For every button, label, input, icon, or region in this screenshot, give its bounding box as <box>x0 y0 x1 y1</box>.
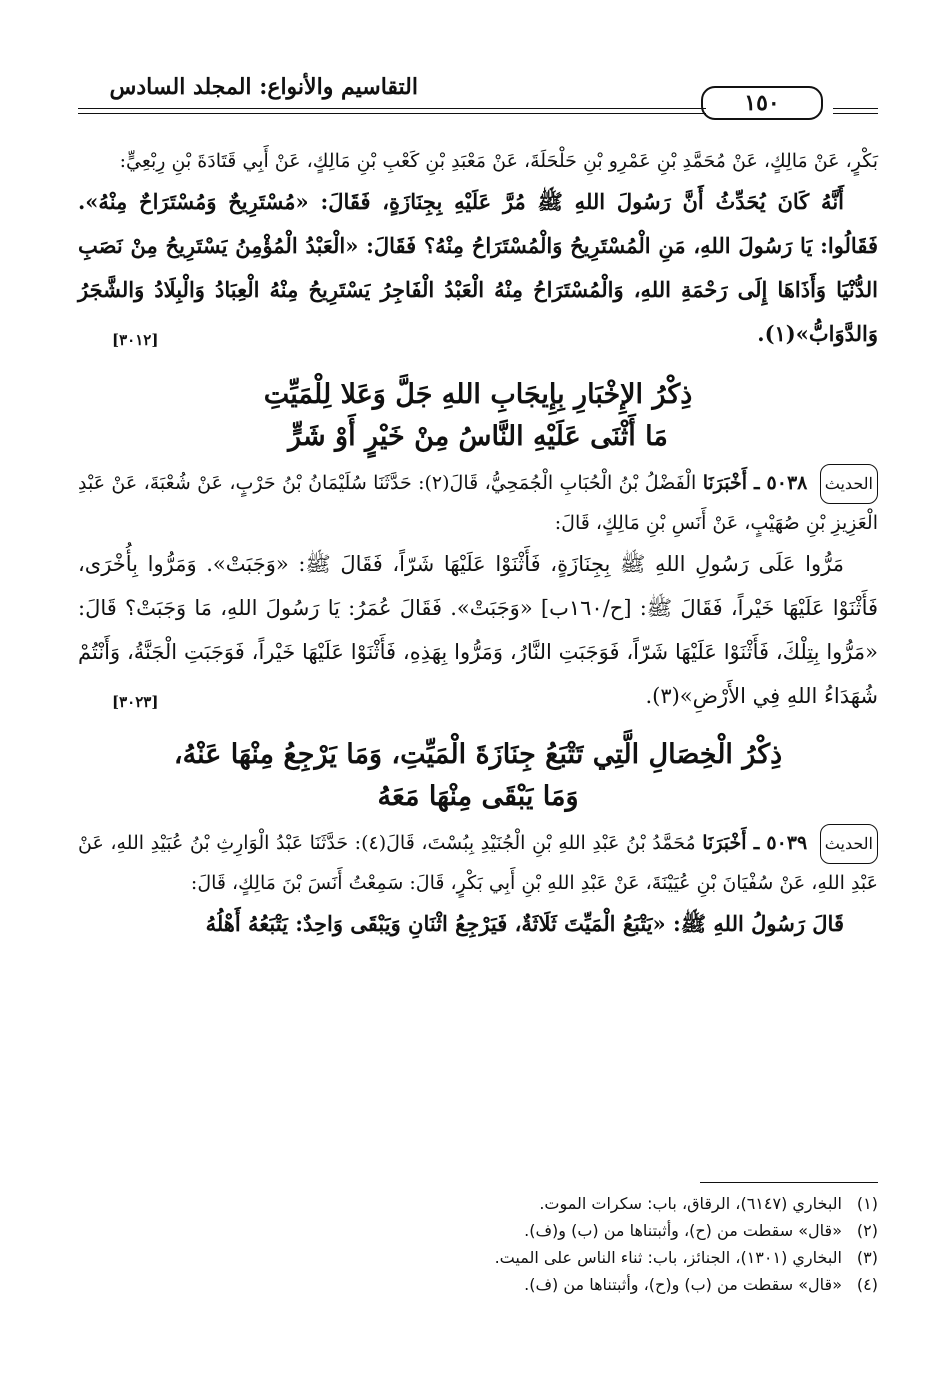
page-content <box>78 142 878 946</box>
section-heading-2-line2: وَمَا يَبْقَى مِنْهَا مَعَهُ <box>377 781 579 812</box>
footnote-text: «قال» سقطت من (ح)، وأثبتناها من (ب) و(ف). <box>524 1221 842 1240</box>
footnote-mark: (١) <box>856 1194 878 1213</box>
section-heading-1-line2: مَا أَثْنَى عَلَيْهِ النَّاسُ مِنْ خَيْرٍ أَوْ شَرٍّ <box>288 421 668 452</box>
section-heading-1-line1: ذِكْرُ الإِخْبَارِ بِإِيجَابِ اللهِ جَلَّ وَعَلا لِلْمَيِّتِ <box>263 379 693 410</box>
hadith-5038-isnad: الْفَضْلُ بْنُ الْحُبَابِ الْجُمَحِيُّ، قَالَ(٢): حَدَّثَنَا سُلَيْمَانُ بْنُ حَرْبٍ، عَنْ شُعْبَةَ، عَنْ عَبْدِ الْعَزِيزِ بْنِ صُهَيْبٍ، عَنْ أَنَسِ بْنِ مَالِكٍ، قَالَ: <box>78 472 878 534</box>
footnote <box>78 1190 878 1217</box>
hadith-5038-reference: [٣٠٢٣] <box>112 693 159 711</box>
hadith-5038-text <box>78 542 878 718</box>
footnotes <box>78 1190 878 1298</box>
header-rule <box>78 108 706 114</box>
hadith-5037-text <box>78 180 878 356</box>
footnote-mark: (٢) <box>856 1221 878 1240</box>
hadith-5037-body: أَنَّهُ كَانَ يُحَدِّثُ أَنَّ رَسُولَ اللهِ ﷺ مُرَّ عَلَيْهِ بِجِنَازَةٍ، فَقَالَ: «مُسْتَرِيحٌ وَمُسْتَرَاحٌ مِنْهُ». فَقَالُوا: يَا رَسُولَ اللهِ، مَنِ الْمُسْتَرِيحُ وَالْمُسْتَرَاحُ مِنْهُ؟ فَقَالَ: «الْعَبْدُ الْمُؤْمِنُ يَسْتَرِيحُ مِنْ نَصَبِ الدُّنْيَا وَأَذَاهَا إِلَى رَحْمَةِ اللهِ، وَالْمُسْتَرَاحُ مِنْهُ الْعَبْدُ الْفَاجِرُ يَسْتَرِيحُ مِنْهُ الْعِبَادُ وَالْبِلَادُ وَالشَّجَرُ وَالدَّوَابُّ»(١). <box>78 189 878 346</box>
hadith-5039-text: قَالَ رَسُولُ اللهِ ﷺ: «يَتْبَعُ الْمَيِّتَ ثَلَاثَةٌ، فَيَرْجِعُ اثْنَانِ وَيَبْقَى وَاحِدٌ: يَتْبَعُهُ أَهْلُهُ <box>205 911 844 936</box>
hadith-ornament-icon: الحديث <box>820 824 878 864</box>
hadith-5039-isnad: مُحَمَّدُ بْنُ عَبْدِ اللهِ بْنِ الْجُنَيْدِ بِبُسْتَ، قَالَ(٤): حَدَّثَنَا عَبْدُ الْوَارِثِ بْنُ عُبَيْدِ اللهِ، عَنْ عَبْدِ اللهِ، عَنْ سُفْيَانَ بْنِ عُيَيْنَةَ، عَنْ عَبْدِ اللهِ بْنِ أَبِي بَكْرٍ، قَالَ: سَمِعْتُ أَنَسَ بْنَ مَالِكٍ، قَالَ: <box>78 832 878 894</box>
footnotes-divider <box>700 1182 878 1183</box>
footnote-mark: (٤) <box>856 1275 878 1294</box>
header-rule-right <box>833 108 878 114</box>
section-heading-2-line1: ذِكْرُ الْخِصَالِ الَّتِي تَتْبَعُ جِنَازَةَ الْمَيِّتِ، وَمَا يَرْجِعُ مِنْهَا عَنْهُ، <box>173 739 783 770</box>
hadith-5038-body: مَرُّوا عَلَى رَسُولِ اللهِ ﷺ بِجِنَازَةٍ، فَأَثْنَوْا عَلَيْهَا شَرّاً، فَقَالَ ﷺ: «وَجَبَتْ». وَمَرُّوا بِأُخْرَى، فَأَثْنَوْا عَلَيْهَا خَيْراً، فَقَالَ ﷺ: [ح/١٦٠ب] «وَجَبَتْ». فَقَالَ عُمَرُ: يَا رَسُولَ اللهِ، مَا وَجَبَتْ؟ قَالَ: «مَرُّوا بِتِلْكَ، فَأَثْنَوْا عَلَيْهَا شَرّاً، فَوَجَبَتِ النَّارُ، وَمَرُّوا بِهَذِهِ، فَأَثْنَوْا عَلَيْهَا خَيْراً، فَوَجَبَتِ الْجَنَّةُ، وَأَنْتُمْ شُهَدَاءُ اللهِ فِي الأَرْضِ»(٣). <box>78 552 878 708</box>
page-number: ١٥٠ <box>701 86 823 120</box>
running-title: التقاسيم والأنواع: المجلد السادس <box>109 74 418 100</box>
footnote <box>78 1271 878 1298</box>
footnote-text: البخاري (٦١٤٧)، الرقاق، باب: سكرات الموت. <box>539 1194 842 1213</box>
footnote-text: البخاري (١٣٠١)، الجنائز، باب: ثناء الناس على الميت. <box>494 1248 842 1267</box>
page-header <box>78 74 878 134</box>
footnote <box>78 1217 878 1244</box>
hadith-5039-chain <box>78 824 878 902</box>
hadith-5038-chain <box>78 464 878 542</box>
footnote-text: «قال» سقطت من (ب) و(ح)، وأثبتناها من (ف). <box>524 1275 842 1294</box>
chain-intro: بَكْرٍ، عَنْ مَالِكٍ، عَنْ مُحَمَّدِ بْنِ عَمْرِو بْنِ حَلْحَلَةَ، عَنْ مَعْبَدِ بْنِ كَعْبِ بْنِ مَالِكٍ، عَنْ أَبِي قَتَادَةَ بْنِ رِبْعِيٍّ: <box>119 150 878 172</box>
hadith-ornament-icon: الحديث <box>820 464 878 504</box>
footnote <box>78 1244 878 1271</box>
hadith-5039-number: ٥٠٣٩ ـ أَخْبَرَنَا <box>702 832 808 854</box>
hadith-5037-reference: [٣٠١٢] <box>112 331 159 349</box>
hadith-5038-number: ٥٠٣٨ ـ أَخْبَرَنَا <box>702 472 808 494</box>
footnote-mark: (٣) <box>856 1248 878 1267</box>
